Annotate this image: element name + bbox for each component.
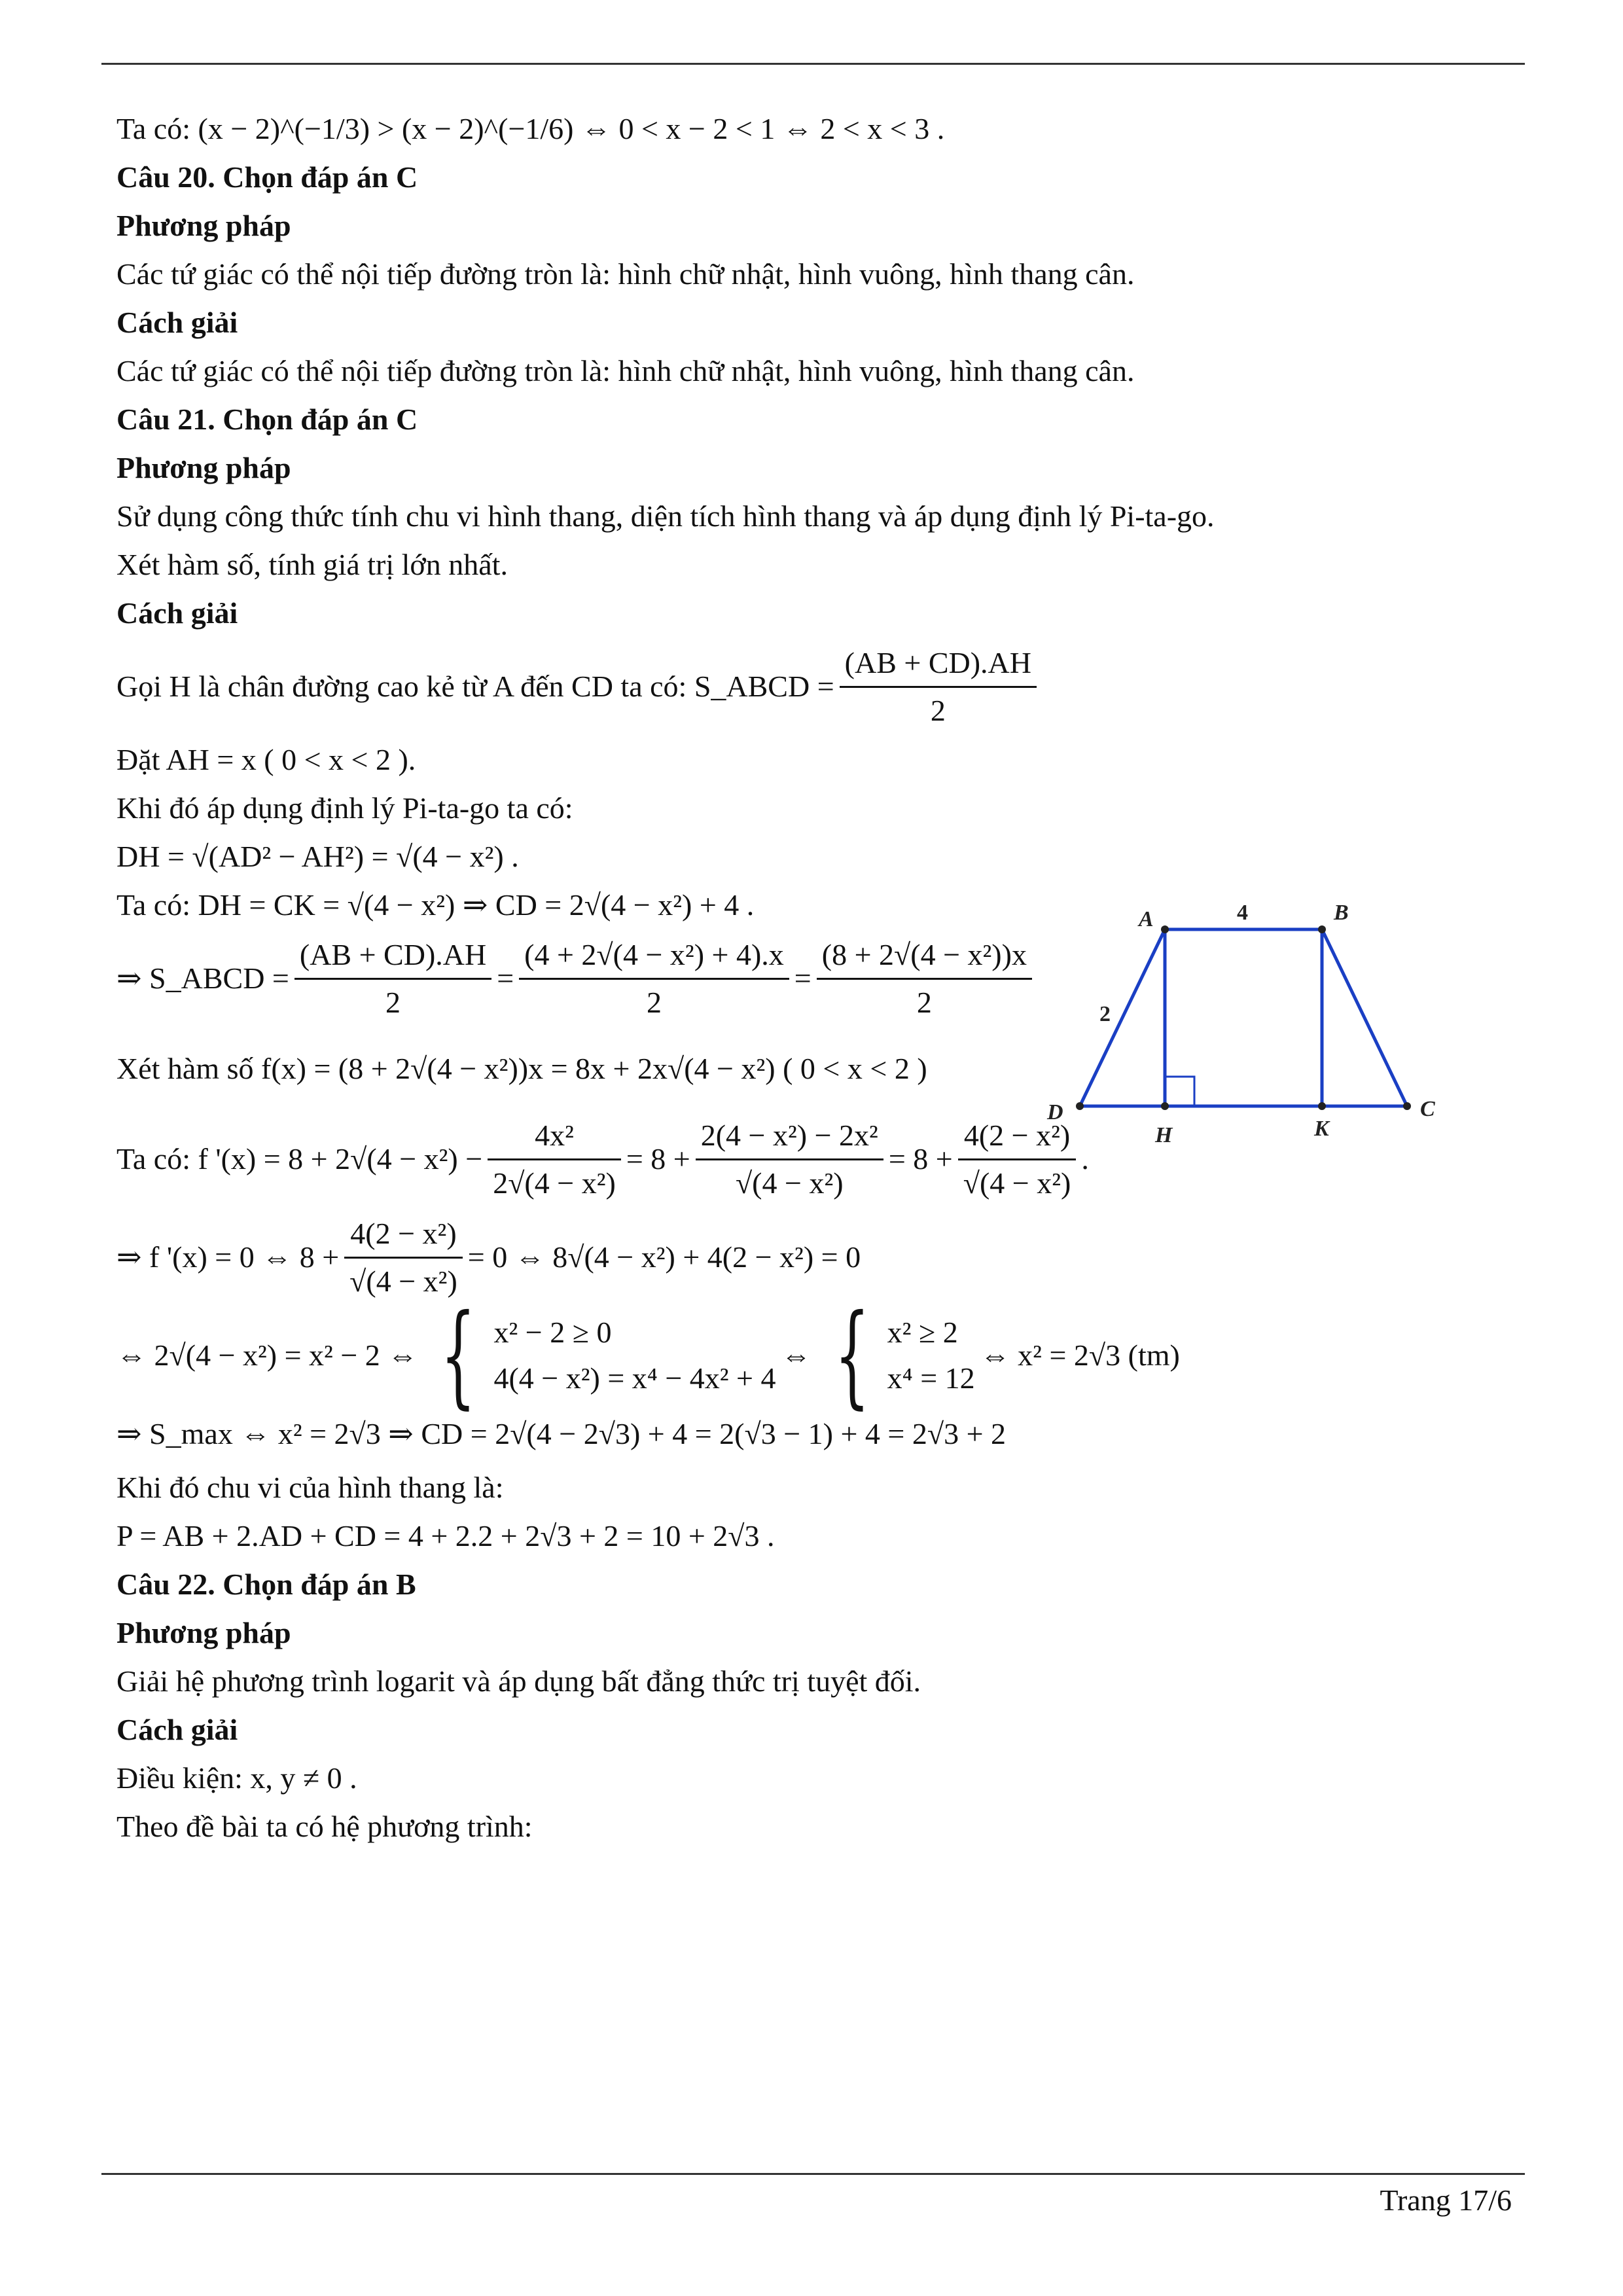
- system-1-row-2: 4(4 − x²) = x⁴ − 4x² + 4: [493, 1361, 776, 1395]
- area-expansion-den-1: 2: [385, 985, 401, 1019]
- area-expansion-den-2: 2: [646, 985, 662, 1019]
- top-rule: [101, 63, 1525, 65]
- q21-method-text-2: Xét hàm số, tính giá trị lớn nhất.: [116, 548, 508, 581]
- derivative-mid-1: = 8 +: [626, 1142, 690, 1175]
- area-expansion-frac-2: [519, 932, 789, 1026]
- label-a: A: [1139, 907, 1154, 931]
- edge-bc: [1322, 929, 1407, 1106]
- area-expansion-frac-3: [817, 932, 1032, 1026]
- q22-heading: Câu 22. Chọn đáp án B: [116, 1568, 416, 1601]
- point-c: [1403, 1102, 1411, 1110]
- page-number: Trang 17/6: [1380, 2183, 1512, 2217]
- area-denominator: 2: [930, 693, 946, 727]
- system-2-row-2: x⁴ = 12: [887, 1361, 975, 1395]
- derivative-den-3: √(4 − x²): [963, 1166, 1071, 1200]
- system-mid: ⇔: [781, 1338, 812, 1372]
- q21-method-text-1: Sử dụng công thức tính chu vi hình thang, diện tích hình thang và áp dụng định lý Pi-ta-go.: [116, 499, 1215, 533]
- derivative-zero-num: 4(2 − x²): [344, 1211, 463, 1259]
- system-lhs: ⇔ 2√(4 − x²) = x² − 2 ⇔: [116, 1338, 418, 1372]
- bottom-rule: [101, 2173, 1525, 2175]
- label-d: D: [1047, 1100, 1063, 1124]
- function-definition: Xét hàm số f(x) = (8 + 2√(4 − x²))x = 8x + 2x√(4 − x²) ( 0 < x < 2 ): [116, 1052, 927, 1085]
- edge-ad: [1080, 929, 1165, 1106]
- q20-solution-label: Cách giải: [116, 306, 238, 339]
- derivative-num-1: 4x²: [488, 1113, 621, 1160]
- label-ad-length: 2: [1099, 1002, 1111, 1026]
- area-expansion-frac-1: [294, 932, 491, 1026]
- area-numerator: (AB + CD).AH: [840, 640, 1037, 688]
- area-formula-text: Gọi H là chân đường cao kẻ từ A đến CD ta có: S_ABCD =: [116, 670, 834, 703]
- q20-method-label: Phương pháp: [116, 209, 291, 242]
- label-k: K: [1314, 1117, 1329, 1141]
- derivative-zero-rhs: = 0 ⇔ 8√(4 − x²) + 4(2 − x²) = 0: [467, 1240, 861, 1274]
- right-angle-mark: [1165, 1077, 1194, 1106]
- area-expansion-line: ⇒ S_ABCD = $\frac{(AB + CD).AH}{2}$ = $\frac{\text{(4 + 2√(4 − x²) + 4).x}}{2}$ = $\frac{\text{(8 + 2√(4 − x²))x}}{2}$: [116, 929, 1524, 1028]
- cd-formula: Ta có: DH = CK = √(4 − x²) ⇒ CD = 2√(4 − x²) + 4 .: [116, 888, 755, 922]
- inequality-line: Ta có: (x − 2)^(−1/3) > (x − 2)^(−1/6) ⇔ 0 < x − 2 < 1 ⇔ 2 < x < 3 .: [116, 112, 945, 145]
- system-line: [116, 1291, 1524, 1420]
- derivative-num-3: 4(2 − x²): [958, 1113, 1077, 1160]
- area-expansion-lhs: ⇒ S_ABCD =: [116, 961, 289, 995]
- label-h: H: [1155, 1123, 1173, 1145]
- label-c: C: [1420, 1097, 1435, 1121]
- q22-solution-label: Cách giải: [116, 1713, 238, 1746]
- trapezoid-figure: [1021, 884, 1479, 1145]
- q22-system-intro: Theo đề bài ta có hệ phương trình:: [116, 1810, 533, 1843]
- q21-heading: Câu 21. Chọn đáp án C: [116, 403, 418, 436]
- brace-1: {: [440, 1291, 476, 1420]
- point-h: [1161, 1102, 1169, 1110]
- area-fraction: [840, 640, 1037, 734]
- derivative-end: .: [1081, 1142, 1089, 1175]
- q20-method-text: Các tứ giác có thể nội tiếp đường tròn là: hình chữ nhật, hình vuông, hình thang cân.: [116, 257, 1135, 291]
- point-a: [1161, 925, 1169, 933]
- perimeter-intro: Khi đó chu vi của hình thang là:: [116, 1471, 504, 1504]
- label-b: B: [1334, 901, 1349, 925]
- point-b: [1318, 925, 1326, 933]
- area-expansion-den-3: 2: [916, 985, 932, 1019]
- q20-heading: Câu 20. Chọn đáp án C: [116, 160, 418, 194]
- derivative-lhs: Ta có: f '(x) = 8 + 2√(4 − x²) −: [116, 1142, 483, 1175]
- system-2: [817, 1291, 975, 1420]
- area-expansion-num-2: (4 + 2√(4 − x²) + 4).x: [519, 932, 789, 980]
- q21-method-label: Phương pháp: [116, 451, 291, 484]
- pythagoras-intro: Khi đó áp dụng định lý Pi-ta-go ta có:: [116, 791, 573, 825]
- q22-condition: Điều kiện: x, y ≠ 0 .: [116, 1761, 357, 1795]
- brace-2: {: [834, 1291, 870, 1420]
- system-1: [423, 1291, 776, 1420]
- area-formula-line: [116, 637, 1524, 736]
- area-expansion-num-3: (8 + 2√(4 − x²))x: [817, 932, 1032, 980]
- point-d: [1076, 1102, 1084, 1110]
- q22-method-label: Phương pháp: [116, 1616, 291, 1649]
- label-ab-length: 4: [1237, 901, 1248, 925]
- derivative-zero-lhs: ⇒ f '(x) = 0 ⇔ 8 +: [116, 1240, 340, 1274]
- derivative-zero-line: [116, 1208, 1524, 1306]
- system-rhs: ⇔ x² = 2√3 (tm): [980, 1338, 1180, 1372]
- derivative-frac-2: [696, 1113, 883, 1206]
- set-variable-line: Đặt AH = x ( 0 < x < 2 ).: [116, 743, 416, 776]
- dh-formula: DH = √(AD² − AH²) = √(4 − x²) .: [116, 840, 519, 873]
- max-area-line: ⇒ S_max ⇔ x² = 2√3 ⇒ CD = 2√(4 − 2√3) + 4 = 2(√3 − 1) + 4 = 2√3 + 2: [116, 1417, 1007, 1450]
- derivative-mid-2: = 8 +: [888, 1142, 953, 1175]
- perimeter-formula: P = AB + 2.AD + CD = 4 + 2.2 + 2√3 + 2 = 10 + 2√3 .: [116, 1519, 775, 1552]
- area-expansion-num-1: (AB + CD).AH: [294, 932, 491, 980]
- q20-solution-text: Các tứ giác có thể nội tiếp đường tròn là: hình chữ nhật, hình vuông, hình thang cân.: [116, 354, 1135, 387]
- point-k: [1318, 1102, 1326, 1110]
- derivative-num-2: 2(4 − x²) − 2x²: [696, 1113, 883, 1160]
- system-2-row-1: x² ≥ 2: [887, 1316, 958, 1349]
- derivative-den-2: √(4 − x²): [735, 1166, 844, 1200]
- derivative-zero-den: √(4 − x²): [349, 1264, 457, 1298]
- system-1-row-1: x² − 2 ≥ 0: [493, 1316, 612, 1349]
- q22-method-text: Giải hệ phương trình logarit và áp dụng bất đẳng thức trị tuyệt đối.: [116, 1664, 921, 1698]
- q21-solution-label: Cách giải: [116, 596, 238, 630]
- derivative-frac-1: [488, 1113, 621, 1206]
- derivative-den-1: 2√(4 − x²): [493, 1166, 616, 1200]
